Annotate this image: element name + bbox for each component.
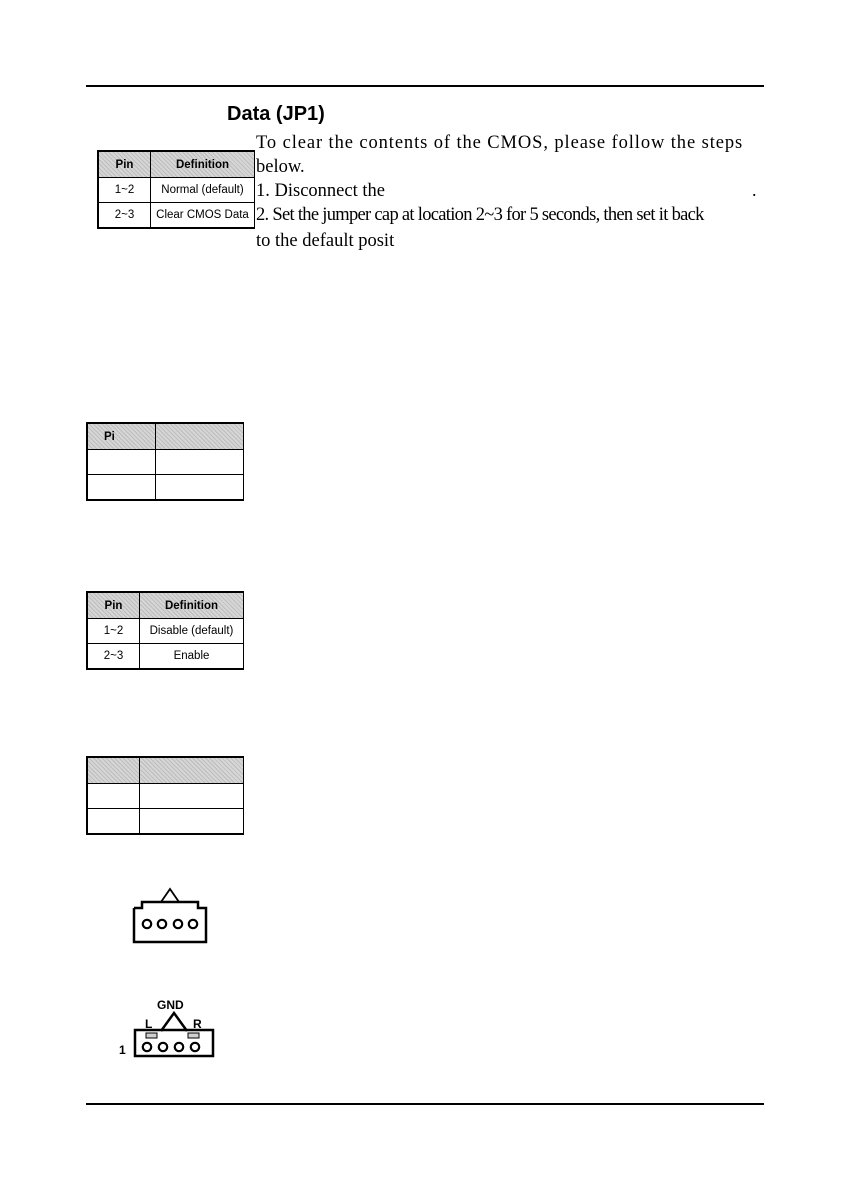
- trailing-period: .: [752, 180, 757, 200]
- header-definition: [140, 757, 244, 784]
- header-definition: Definition: [140, 592, 244, 619]
- pin-cell: 1~2: [98, 178, 151, 203]
- table-header-row: [87, 592, 244, 619]
- header-pin: Pi: [87, 423, 156, 450]
- clear-cmos-table: [97, 150, 255, 229]
- table-header-row: [98, 151, 255, 178]
- pin-cell: 2~3: [98, 203, 151, 229]
- table-row: [98, 178, 255, 203]
- fourth-pin-table: [86, 756, 244, 835]
- definition-cell: [156, 475, 244, 501]
- table-row: [87, 475, 244, 501]
- definition-cell: [156, 450, 244, 475]
- right-channel-label: R: [193, 1017, 202, 1031]
- pin-cell: [87, 450, 156, 475]
- header-pin: Pin: [87, 592, 140, 619]
- pin-cell: 1~2: [87, 619, 140, 644]
- header-definition: Definition: [151, 151, 255, 178]
- section-heading: Data (JP1): [227, 103, 325, 125]
- paragraph-line-2: below.: [256, 157, 305, 177]
- definition-cell: [140, 809, 244, 835]
- pin-cell: [87, 784, 140, 809]
- table-row: [98, 203, 255, 229]
- second-pin-table: [86, 422, 244, 501]
- paragraph-line-5: to the default posit: [256, 231, 395, 251]
- paragraph-line-4: 2. Set the jumper cap at location 2~3 for 5 seconds, then set it back: [256, 205, 704, 225]
- table-header-row: [87, 757, 244, 784]
- table-header-row: [87, 423, 244, 450]
- table-row: [87, 450, 244, 475]
- top-rule: [86, 85, 764, 87]
- enable-jumper-table: [86, 591, 244, 670]
- audio-connector: [110, 998, 220, 1062]
- paragraph-line-3: 1. Disconnect the: [256, 181, 385, 201]
- bottom-rule: [86, 1103, 764, 1105]
- header-pin: Pin: [98, 151, 151, 178]
- header-definition: [156, 423, 244, 450]
- gnd-label: GND: [157, 998, 184, 1012]
- left-channel-label: L: [145, 1017, 153, 1031]
- definition-cell: Clear CMOS Data: [151, 203, 255, 229]
- pin-one-label: 1: [119, 1043, 126, 1057]
- table-row: [87, 644, 244, 670]
- pin-cell: [87, 809, 140, 835]
- pin-cell: 2~3: [87, 644, 140, 670]
- header-pin: [87, 757, 140, 784]
- table-row: [87, 809, 244, 835]
- paragraph-line-1: To clear the contents of the CMOS, please follow the steps: [256, 133, 744, 153]
- definition-cell: Disable (default): [140, 619, 244, 644]
- definition-cell: [140, 784, 244, 809]
- table-row: [87, 784, 244, 809]
- table-row: [87, 619, 244, 644]
- definition-cell: Enable: [140, 644, 244, 670]
- four-pin-connector-icon: [128, 886, 218, 946]
- definition-cell: Normal (default): [151, 178, 255, 203]
- pin-cell: [87, 475, 156, 501]
